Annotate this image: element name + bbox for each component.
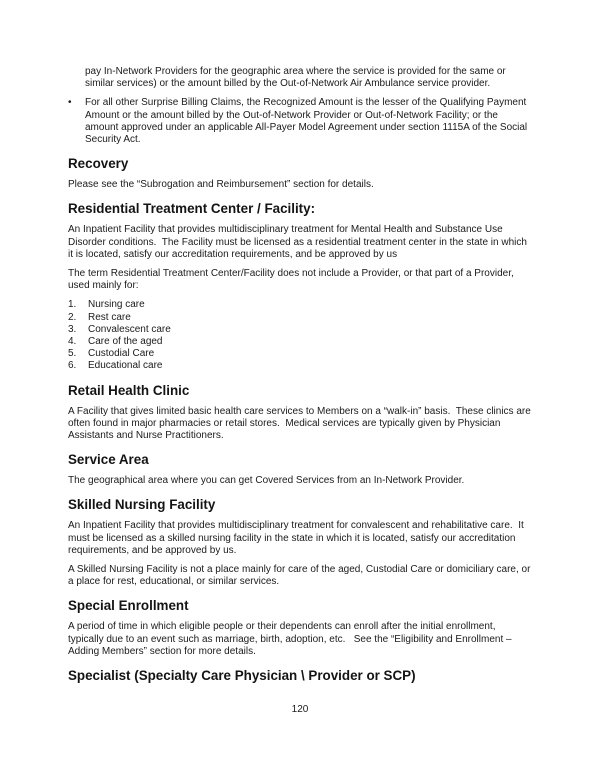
list-number: 6. [68, 360, 77, 372]
section-heading-service-area: Service Area [68, 452, 149, 468]
section-heading-specialist: Specialist (Specialty Care Physician \ Provider or SCP) [68, 668, 416, 684]
list-item-text: Rest care [88, 311, 131, 323]
paragraph-continuation: pay In-Network Providers for the geographic area where the service is provided for the same or similar services) or the amount billed by the Out-of-Network Air Ambulance service provider. [85, 66, 509, 90]
paragraph: A period of time in which eligible people or their dependents can enroll after the initial enrollment, typically due to an event such as marriage, birth, adoption, etc. See the “Eligibility and Enrollment – Adding Members” section for more details. [68, 621, 514, 657]
list-number: 5. [68, 348, 77, 360]
list-item-text: Custodial Care [88, 348, 155, 360]
page-number: 120 [291, 704, 309, 715]
bullet-icon: • [68, 97, 72, 109]
paragraph: The term Residential Treatment Center/Facility does not include a Provider, or that part of a Provider, used mainly for: [68, 268, 517, 292]
paragraph: A Facility that gives limited basic health care services to Members on a “walk-in” basis. These clinics are often found in major pharmacies or retail stores. Medical services are typically given by Physician Assistants and Nurse Practitioners. [68, 405, 534, 442]
paragraph: The geographical area where you can get Covered Services from an In-Network Provider. [68, 475, 465, 487]
bullet-text: For all other Surprise Billing Claims, the Recognized Amount is the lesser of the Qualifying Payment Amount or the amount billed by the Out-of-Network Provider or Out-of-Network Facility; or the amount approved under an applicable All-Payer Model Agreement under section 1115A of the Social Security Act. [85, 97, 530, 146]
paragraph: A Skilled Nursing Facility is not a place mainly for care of the aged, Custodial Care or domiciliary care, or a place for rest, educational, or similar services. [68, 564, 534, 588]
numbered-list [68, 299, 532, 372]
section-heading-residential-treatment-center: Residential Treatment Center / Facility: [68, 201, 316, 217]
list-number: 4. [68, 336, 77, 348]
section-heading-special-enrollment: Special Enrollment [68, 598, 189, 614]
list-number: 2. [68, 311, 77, 323]
list-item [68, 324, 532, 336]
list-item-text: Educational care [88, 360, 163, 372]
page-content [68, 66, 532, 691]
section-heading-retail-health-clinic: Retail Health Clinic [68, 382, 190, 398]
list-item [68, 336, 532, 348]
list-item [68, 312, 532, 324]
list-item [68, 299, 532, 311]
paragraph: Please see the “Subrogation and Reimbursement” section for details. [68, 179, 374, 191]
list-number: 3. [68, 323, 77, 335]
list-item [68, 348, 532, 360]
list-item-text: Convalescent care [88, 323, 171, 335]
paragraph: An Inpatient Facility that provides multidisciplinary treatment for convalescent and rehabilitative care. It must be licensed as a skilled nursing facility in the state in which it is located, satisfy our accreditation requirements, and be approved by us. [68, 520, 527, 556]
paragraph: An Inpatient Facility that provides multidisciplinary treatment for Mental Health and Substance Use Disorder conditions. The Facility must be licensed as a residential treatment center in the state in which it is located, satisfy our accreditation requirements, and be approved by us [68, 224, 530, 260]
section-heading-recovery: Recovery [68, 156, 129, 172]
list-item [68, 360, 532, 372]
section-heading-skilled-nursing-facility: Skilled Nursing Facility [68, 497, 216, 513]
list-item-text: Care of the aged [88, 336, 163, 348]
bullet-item [68, 97, 532, 146]
list-number: 1. [68, 299, 77, 311]
list-item-text: Nursing care [88, 299, 145, 311]
